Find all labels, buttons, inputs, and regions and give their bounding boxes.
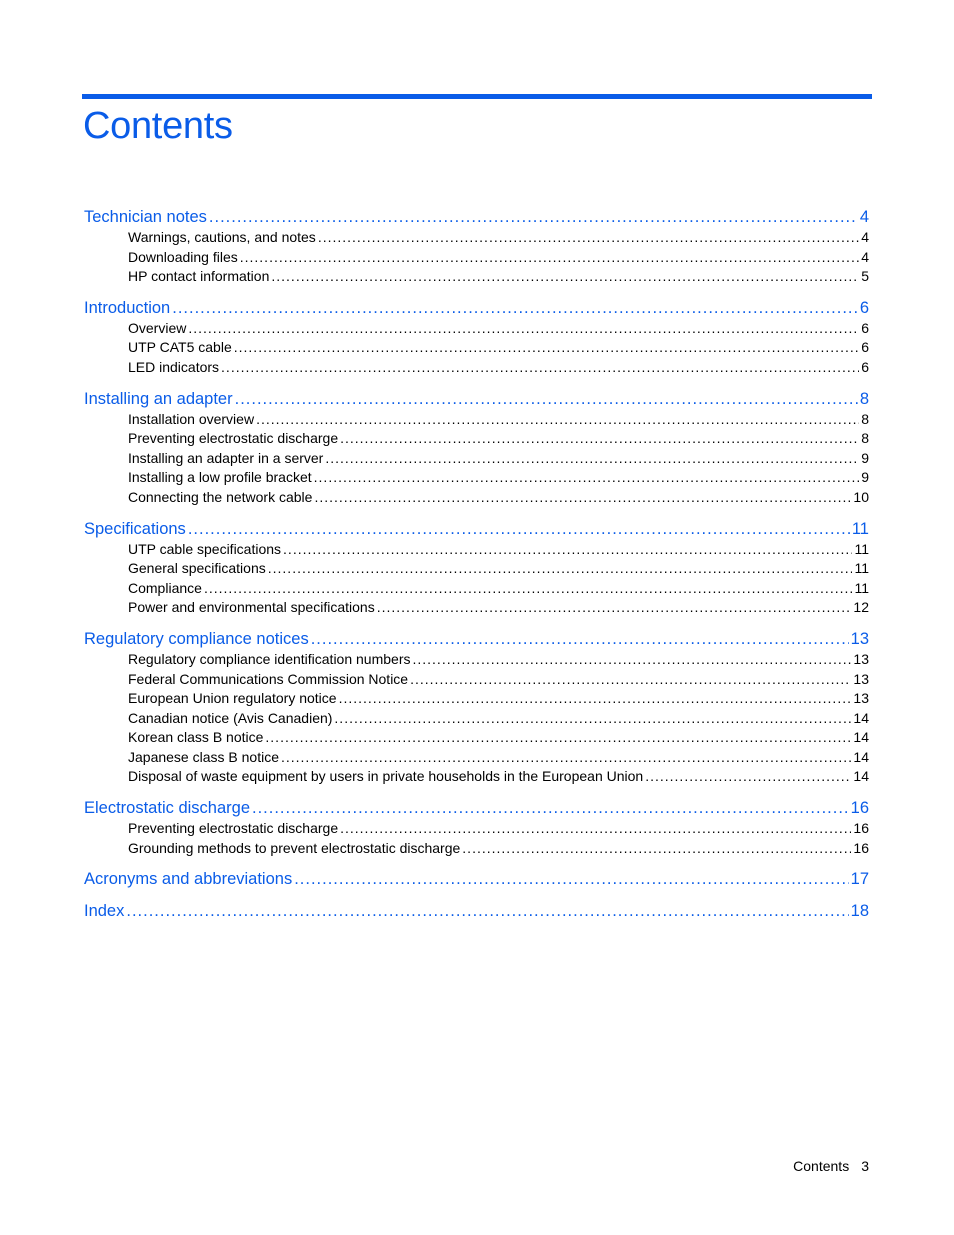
toc-entry-link[interactable] bbox=[84, 267, 869, 287]
toc-entry-page: 11 bbox=[854, 540, 869, 557]
toc-entry-title: Warnings, cautions, and notes bbox=[128, 229, 316, 245]
title-rule bbox=[82, 94, 872, 99]
toc-dot-leader bbox=[314, 468, 860, 488]
toc-entry-title: Downloading files bbox=[128, 248, 238, 265]
toc-chapter-page: 11 bbox=[851, 519, 869, 538]
toc-entry-page: 11 bbox=[854, 579, 869, 596]
toc-entry-page: 4 bbox=[861, 248, 869, 265]
toc-entry-link[interactable] bbox=[84, 319, 869, 339]
toc-entry-link[interactable] bbox=[84, 579, 869, 599]
toc-entry-link[interactable] bbox=[84, 358, 869, 378]
toc-entry-page: 16 bbox=[853, 820, 869, 837]
toc-chapter-page: 17 bbox=[850, 870, 869, 889]
toc-dot-leader bbox=[240, 248, 859, 268]
toc-chapter-title: Installing an adapter bbox=[84, 389, 233, 408]
toc-entry-link[interactable] bbox=[84, 540, 869, 560]
toc-entry-title: Korean class B notice bbox=[128, 729, 264, 746]
toc-entry-title: Federal Communications Commission Notice bbox=[128, 670, 409, 687]
toc-dot-leader bbox=[252, 797, 849, 819]
toc-entry-page: 14 bbox=[853, 709, 869, 726]
toc-entry-page: 6 bbox=[861, 358, 869, 375]
toc-chapter-link[interactable] bbox=[84, 868, 869, 890]
toc-chapter-title: Technician notes bbox=[84, 208, 207, 226]
toc-entry-title: European Union regulatory notice bbox=[128, 690, 337, 707]
toc-entry-title: Power and environmental specifications bbox=[128, 599, 375, 616]
toc-entry-title: Preventing electrostatic discharge bbox=[128, 430, 339, 447]
toc-dot-leader bbox=[410, 670, 851, 690]
toc-chapter-link[interactable] bbox=[84, 797, 869, 819]
toc-dot-leader bbox=[339, 689, 852, 709]
toc-entry-title: Disposal of waste equipment by users in private households in the European Union bbox=[128, 768, 644, 785]
toc-dot-leader bbox=[283, 540, 852, 560]
toc-entry-link[interactable] bbox=[84, 410, 869, 430]
toc-chapter-title: Specifications bbox=[84, 519, 186, 538]
toc-entry-page: 8 bbox=[861, 410, 869, 427]
toc-chapter-title: Index bbox=[84, 902, 125, 921]
toc-dot-leader bbox=[334, 709, 851, 729]
toc-chapter-link[interactable] bbox=[84, 900, 869, 922]
toc-entry-link[interactable] bbox=[84, 709, 869, 729]
toc-entry-page: 4 bbox=[861, 229, 869, 245]
toc-entry-link[interactable] bbox=[84, 228, 869, 248]
toc-dot-leader bbox=[412, 650, 851, 670]
toc-entry-link[interactable] bbox=[84, 248, 869, 268]
toc-chapter-page: 18 bbox=[850, 902, 869, 921]
table-of-contents bbox=[84, 206, 869, 932]
toc-dot-leader bbox=[126, 900, 848, 922]
toc-entry-title: Japanese class B notice bbox=[128, 748, 279, 765]
toc-entry-link[interactable] bbox=[84, 338, 869, 358]
toc-dot-leader bbox=[340, 819, 851, 839]
toc-entry-page: 14 bbox=[853, 729, 869, 746]
toc-section bbox=[84, 388, 869, 508]
toc-entry-page: 13 bbox=[853, 690, 869, 707]
toc-dot-leader bbox=[311, 628, 849, 650]
toc-dot-leader bbox=[271, 267, 859, 287]
toc-chapter-page: 16 bbox=[850, 799, 869, 818]
toc-entry-link[interactable] bbox=[84, 449, 869, 469]
toc-dot-leader bbox=[462, 839, 851, 859]
toc-dot-leader bbox=[235, 388, 858, 410]
toc-entry-page: 5 bbox=[861, 268, 869, 285]
toc-chapter-title: Electrostatic discharge bbox=[84, 799, 250, 818]
toc-entry-title: UTP CAT5 cable bbox=[128, 339, 232, 356]
toc-dot-leader bbox=[314, 488, 851, 508]
toc-entry-link[interactable] bbox=[84, 598, 869, 618]
toc-entry-link[interactable] bbox=[84, 767, 869, 787]
toc-entry-page: 13 bbox=[853, 670, 869, 687]
toc-entry-title: Canadian notice (Avis Canadien) bbox=[128, 709, 333, 726]
toc-entry-title: Installing an adapter in a server bbox=[128, 449, 324, 466]
toc-entry-link[interactable] bbox=[84, 468, 869, 488]
toc-section bbox=[84, 868, 869, 890]
toc-entry-page: 9 bbox=[861, 449, 869, 466]
toc-entry-title: Connecting the network cable bbox=[128, 488, 313, 505]
toc-dot-leader bbox=[188, 319, 859, 339]
toc-chapter-page: 8 bbox=[859, 389, 869, 408]
toc-chapter-link[interactable] bbox=[84, 518, 869, 540]
footer-label: Contents bbox=[793, 1158, 850, 1174]
toc-entry-page: 8 bbox=[861, 430, 869, 447]
toc-entry-title: Regulatory compliance identification numbers bbox=[128, 650, 411, 667]
toc-chapter-page: 13 bbox=[850, 629, 869, 648]
toc-dot-leader bbox=[209, 206, 858, 228]
toc-dot-leader bbox=[188, 518, 850, 540]
toc-dot-leader bbox=[281, 748, 851, 768]
toc-entry-title: Preventing electrostatic discharge bbox=[128, 820, 339, 837]
toc-dot-leader bbox=[265, 728, 851, 748]
toc-chapter-title: Acronyms and abbreviations bbox=[84, 870, 293, 889]
toc-entry-page: 6 bbox=[861, 319, 869, 336]
toc-entry-link[interactable] bbox=[84, 728, 869, 748]
toc-entry-title: Installation overview bbox=[128, 410, 255, 427]
page-footer bbox=[793, 1158, 869, 1174]
toc-entry-page: 14 bbox=[853, 768, 869, 785]
toc-entry-link[interactable] bbox=[84, 670, 869, 690]
toc-dot-leader bbox=[234, 338, 859, 358]
toc-entry-title: Grounding methods to prevent electrostatic discharge bbox=[128, 839, 461, 856]
toc-entry-link[interactable] bbox=[84, 748, 869, 768]
toc-chapter-title: Introduction bbox=[84, 298, 171, 317]
toc-chapter-page: 4 bbox=[859, 208, 869, 226]
toc-entry-link[interactable] bbox=[84, 819, 869, 839]
toc-entry-link[interactable] bbox=[84, 559, 869, 579]
toc-dot-leader bbox=[204, 579, 853, 599]
toc-entry-title: HP contact information bbox=[128, 268, 270, 285]
footer-page-number: 3 bbox=[861, 1158, 869, 1174]
toc-entry-page: 14 bbox=[853, 748, 869, 765]
toc-section bbox=[84, 797, 869, 858]
toc-entry-link[interactable] bbox=[84, 839, 869, 859]
toc-dot-leader bbox=[340, 429, 859, 449]
page-title: Contents bbox=[83, 105, 233, 147]
toc-chapter-link[interactable] bbox=[84, 206, 869, 228]
toc-section bbox=[84, 900, 869, 922]
toc-chapter-link[interactable] bbox=[84, 297, 869, 319]
toc-entry-link[interactable] bbox=[84, 488, 869, 508]
toc-chapter-link[interactable] bbox=[84, 628, 869, 650]
toc-section bbox=[84, 206, 869, 287]
toc-dot-leader bbox=[325, 449, 859, 469]
toc-entry-title: Overview bbox=[128, 319, 187, 336]
toc-entry-title: UTP cable specifications bbox=[128, 540, 282, 557]
toc-entry-page: 9 bbox=[861, 469, 869, 486]
toc-entry-link[interactable] bbox=[84, 650, 869, 670]
toc-entry-link[interactable] bbox=[84, 429, 869, 449]
toc-dot-leader bbox=[221, 358, 859, 378]
toc-entry-page: 11 bbox=[854, 560, 869, 577]
toc-dot-leader bbox=[377, 598, 852, 618]
toc-entry-link[interactable] bbox=[84, 689, 869, 709]
toc-chapter-link[interactable] bbox=[84, 388, 869, 410]
toc-dot-leader bbox=[294, 868, 848, 890]
toc-section bbox=[84, 628, 869, 787]
toc-chapter-title: Regulatory compliance notices bbox=[84, 629, 309, 648]
toc-entry-page: 10 bbox=[853, 488, 869, 505]
toc-section bbox=[84, 297, 869, 378]
toc-entry-title: LED indicators bbox=[128, 358, 220, 375]
toc-entry-page: 16 bbox=[853, 839, 869, 856]
toc-entry-page: 6 bbox=[861, 339, 869, 356]
toc-entry-title: General specifications bbox=[128, 560, 266, 577]
toc-dot-leader bbox=[172, 297, 858, 319]
toc-entry-page: 12 bbox=[853, 599, 869, 616]
toc-entry-title: Installing a low profile bracket bbox=[128, 469, 312, 486]
toc-dot-leader bbox=[645, 767, 851, 787]
toc-section bbox=[84, 518, 869, 618]
toc-entry-title: Compliance bbox=[128, 579, 202, 596]
toc-dot-leader bbox=[256, 410, 859, 430]
toc-dot-leader bbox=[268, 559, 853, 579]
toc-chapter-page: 6 bbox=[859, 298, 869, 317]
toc-dot-leader bbox=[318, 228, 859, 248]
toc-entry-page: 13 bbox=[853, 650, 869, 667]
